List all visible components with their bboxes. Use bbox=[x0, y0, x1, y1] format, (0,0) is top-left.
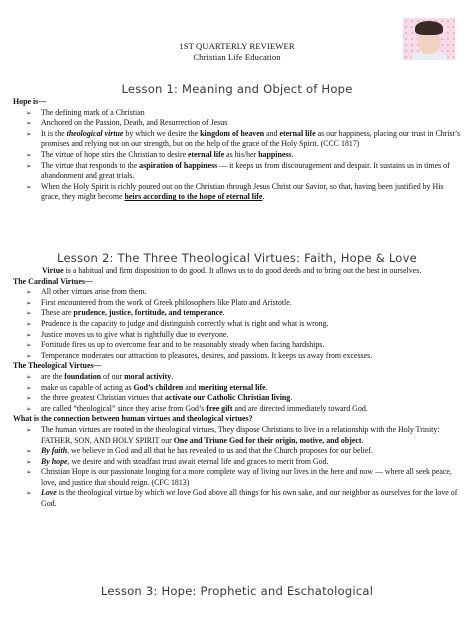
list-item: ➢ the three greatest Christian virtues that activate our Catholic Christian living. bbox=[26, 393, 293, 403]
list-item: ➢ First encountered from the work of Greek philosophers like Plato and Aristotle. bbox=[26, 297, 292, 307]
arrow-bullet-icon: ➢ bbox=[26, 447, 32, 456]
arrow-bullet-icon: ➢ bbox=[26, 119, 32, 128]
list-item: ➢ The virtue that responds to the aspiration of happiness — it keeps us from discouragement and despair. It sustains us in times of abandonment and great trials. bbox=[26, 160, 450, 181]
arrow-bullet-icon: ➢ bbox=[26, 383, 32, 392]
list-item: ➢ The virtue of hope stirs the Christian to desire eternal life as his/her happiness. bbox=[26, 149, 294, 159]
cardinal-virtues-list bbox=[13, 287, 461, 361]
arrow-bullet-icon: ➢ bbox=[26, 425, 32, 434]
lesson-1-body bbox=[13, 97, 461, 203]
list-item: ➢ By hope, we desire and with steadfast trust await eternal life and graces to merit from God. bbox=[26, 456, 329, 466]
arrow-bullet-icon: ➢ bbox=[26, 298, 32, 307]
list-item: ➢ are called “theological” since they arise from God’s free gift and are directed immediately toward God. bbox=[26, 403, 368, 413]
connection-question-heading: What is the connection between human virtues and theological virtues? bbox=[13, 414, 253, 424]
list-item: ➢ make us capable of acting as God’s children and meriting eternal life. bbox=[26, 382, 268, 392]
document-subtitle: Christian Life Education bbox=[193, 52, 281, 62]
arrow-bullet-icon: ➢ bbox=[26, 319, 32, 328]
list-item: ➢ Love is the theological virtue by which we love God above all things for his own sake, and our neighbor as ourselves for the love of God. bbox=[26, 488, 458, 509]
list-item: ➢ Prudence is the capacity to judge and distinguish correctly what is right and what is wrong. bbox=[26, 318, 329, 328]
connection-list bbox=[13, 425, 461, 510]
theological-virtues-heading: The Theological Virtues— bbox=[13, 361, 102, 371]
document-title: 1ST QUARTERLY REVIEWER bbox=[179, 41, 295, 51]
arrow-bullet-icon: ➢ bbox=[26, 372, 32, 381]
arrow-bullet-icon: ➢ bbox=[26, 468, 32, 477]
lesson-1-heading: Lesson 1: Meaning and Object of Hope bbox=[121, 82, 353, 96]
list-item: ➢ Justice moves us to give what is rightfully due to everyone. bbox=[26, 329, 229, 339]
arrow-bullet-icon: ➢ bbox=[26, 457, 32, 466]
list-item: ➢ The defining mark of a Christian bbox=[26, 107, 145, 117]
list-item: ➢ Anchored on the Passion, Death, and Resurrection of Jesus bbox=[26, 118, 228, 128]
lesson-2-heading: Lesson 2: The Three Theological Virtues: Faith, Hope & Love bbox=[56, 251, 417, 265]
list-item: ➢ When the Holy Spirit is richly poured out on the Christian through Jesus Christ our Savior, so that, having been justified by His grace, they might become heirs according to the hope of eternal life. bbox=[26, 181, 444, 202]
arrow-bullet-icon: ➢ bbox=[26, 394, 32, 403]
list-item: ➢ All other virtues arise from them. bbox=[26, 287, 147, 297]
list-item: ➢ Fortitude fires us up to overcome fear and to be reasonably steady when facing hardships. bbox=[26, 340, 325, 350]
hope-list bbox=[13, 108, 461, 203]
arrow-bullet-icon: ➢ bbox=[26, 330, 32, 339]
arrow-bullet-icon: ➢ bbox=[26, 351, 32, 360]
list-item: ➢ The human virtues are rooted in the theological virtues, They dispose Christians to live in a relationship with the Holy Trinity: FATHER, SON, AND HOLY SPIRIT our One and Triune God for their origin, motive, and object. bbox=[26, 424, 440, 445]
arrow-bullet-icon: ➢ bbox=[26, 404, 32, 413]
virtue-definition: Virtue is a habitual and firm disposition to do good. It allows us to do good deeds and to bring out the best in ourselves. bbox=[42, 266, 422, 275]
arrow-bullet-icon: ➢ bbox=[26, 108, 32, 117]
arrow-bullet-icon: ➢ bbox=[26, 182, 32, 191]
arrow-bullet-icon: ➢ bbox=[26, 309, 32, 318]
list-item: ➢ It is the theological virtue by which we desire the kingdom of heaven and eternal life as our happiness, placing our trust in Christ’s promises and relying not on our strength, but on the help of the grace of the Holy Spirit. (CCC 1817) bbox=[26, 128, 461, 149]
arrow-bullet-icon: ➢ bbox=[26, 129, 32, 138]
arrow-bullet-icon: ➢ bbox=[26, 161, 32, 170]
arrow-bullet-icon: ➢ bbox=[26, 489, 32, 498]
hope-is-heading: Hope is— bbox=[13, 97, 47, 106]
arrow-bullet-icon: ➢ bbox=[26, 341, 32, 350]
list-item: ➢ By faith, we believe in God and all that he has revealed to us and that the Church proposes for our belief. bbox=[26, 446, 373, 456]
lesson-2-body bbox=[13, 266, 461, 510]
theological-virtues-list bbox=[13, 372, 461, 414]
list-item: ➢ Christian Hope is our passionate longing for a more complete way of living our lives in the here and now — where all seek peace, love, and justice that should reign. (CFC 1813) bbox=[26, 467, 452, 487]
list-item: ➢ are the foundation of our moral activity. bbox=[26, 371, 174, 381]
lesson-3-heading: Lesson 3: Hope: Prophetic and Eschatological bbox=[100, 584, 374, 598]
arrow-bullet-icon: ➢ bbox=[26, 150, 32, 159]
arrow-bullet-icon: ➢ bbox=[26, 288, 32, 297]
list-item: ➢ Temperance moderates our attraction to pleasures, desires, and passions. It keeps us away from excesses. bbox=[26, 350, 373, 360]
cardinal-virtues-heading: The Cardinal Virtues— bbox=[13, 276, 93, 286]
list-item: ➢ These are prudence, justice, fortitude, and temperance. bbox=[26, 308, 225, 318]
